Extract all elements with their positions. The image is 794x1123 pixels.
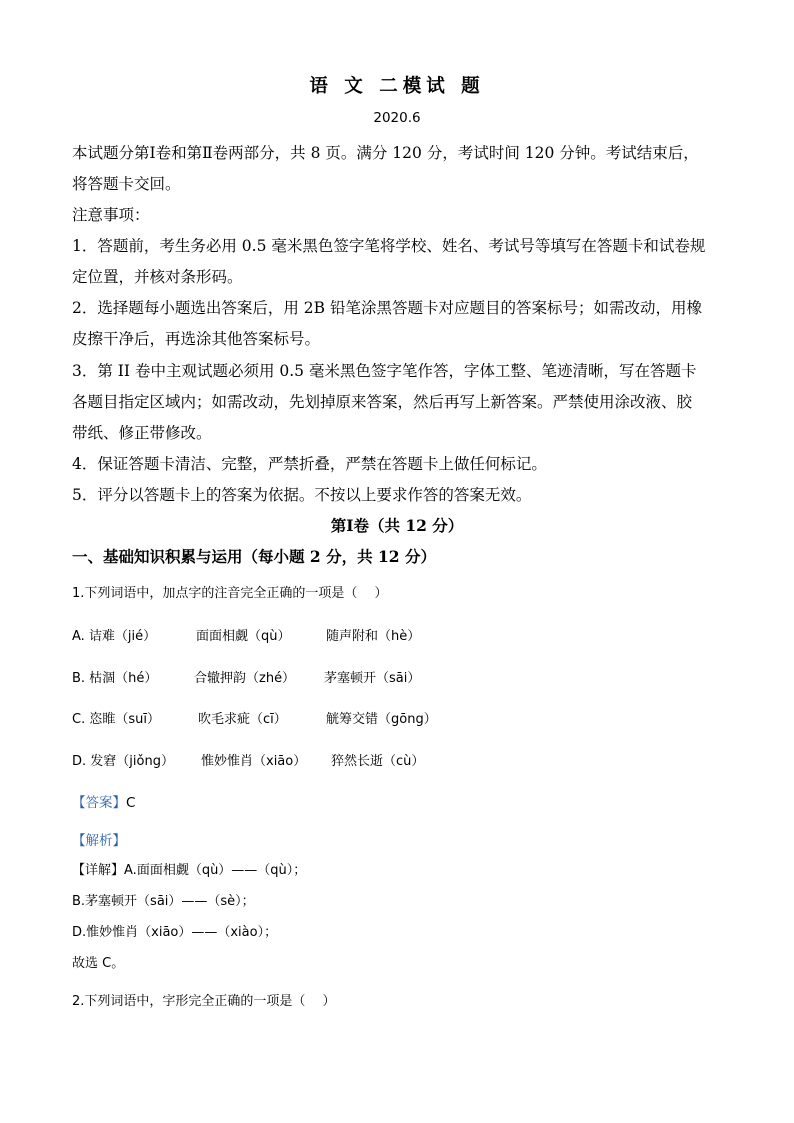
detail-line: B.茅塞顿开（sāi）——（sè）； xyxy=(72,894,255,909)
q1-option-c-1: C. 恣睢（suī） xyxy=(72,712,160,727)
q1-option-c-3: 觥筹交错（gōng） xyxy=(326,712,437,727)
question-2-stem: 2.下列词语中，字形完全正确的一项是（ ） xyxy=(72,994,336,1009)
q1-option-d-1: D. 发窘（jiǒng） xyxy=(72,754,174,769)
q1-option-b-1: B. 枯涸（hé） xyxy=(72,671,158,686)
exam-title: 语 文 二模试 题 xyxy=(309,76,485,97)
intro-line-2: 将答题卡交回。 xyxy=(72,175,181,193)
intro-line-1: 本试题分第Ⅰ卷和第Ⅱ卷两部分，共 8 页。满分 120 分，考试时间 120 分钟。考试结束后， xyxy=(72,144,699,162)
q1-option-b-2: 合辙押韵（zhé） xyxy=(194,671,296,686)
q1-option-a-1: A. 诘难（jié） xyxy=(72,629,157,644)
q1-option-a-3: 随声附和（hè） xyxy=(326,629,421,644)
answer-row xyxy=(72,791,135,811)
exam-date: 2020.6 xyxy=(373,110,421,126)
notice-line: 皮擦干净后，再选涂其他答案标号。 xyxy=(72,330,321,348)
detail-line: D.惟妙惟肖（xiāo）——（xiào）； xyxy=(72,925,278,940)
detail-line: A.面面相觑（qù）——（qù）； xyxy=(124,863,307,878)
notice-line: 3．第 II 卷中主观试题必须用 0.5 毫米黑色签字笔作答，字体工整、笔迹清晰，写在答题卡 xyxy=(72,362,697,380)
q1-option-d-2: 惟妙惟肖（xiāo） xyxy=(201,754,307,769)
section-title: 一、基础知识积累与运用（每小题 2 分，共 12 分） xyxy=(72,547,436,566)
question-1-stem: 1.下列词语中，加点字的注音完全正确的一项是（ ） xyxy=(72,586,388,601)
notice-line: 4．保证答题卡清洁、完整，严禁折叠，严禁在答题卡上做任何标记。 xyxy=(72,455,547,473)
notice-line: 各题目指定区域内；如需改动，先划掉原来答案，然后再写上新答案。严禁使用涂改液、胶 xyxy=(72,393,693,411)
analysis-label: 【解析】 xyxy=(72,833,126,849)
notice-line: 2．选择题每小题选出答案后，用 2B 铅笔涂黑答题卡对应题目的答案标号；如需改动，用橡 xyxy=(72,299,702,317)
q1-option-b-3: 茅塞顿开（sāi） xyxy=(324,671,421,686)
notice-line: 带纸、修正带修改。 xyxy=(72,424,212,442)
detail-line: 故选 C。 xyxy=(72,956,125,971)
detail-label: 【详解】 xyxy=(72,863,125,878)
part-title: 第Ⅰ卷（共 12 分） xyxy=(330,516,464,535)
notice-line: 5．评分以答题卡上的答案为依据。不按以上要求作答的答案无效。 xyxy=(72,486,532,504)
q1-option-a-2: 面面相觑（qù） xyxy=(196,629,291,644)
q1-option-c-2: 吹毛求疵（cī） xyxy=(198,712,287,727)
detail-row xyxy=(72,859,306,878)
answer-label: 【答案】 xyxy=(72,795,126,811)
notice-line: 1．答题前，考生务必用 0.5 毫米黑色签字笔将学校、姓名、考试号等填写在答题卡和试卷规 xyxy=(72,237,706,255)
q1-option-d-3: 猝然长逝（cù） xyxy=(331,754,425,769)
notice-line: 定位置，并核对条形码。 xyxy=(72,268,243,286)
notice-heading: 注意事项： xyxy=(72,206,150,224)
answer-value: C xyxy=(126,795,136,811)
